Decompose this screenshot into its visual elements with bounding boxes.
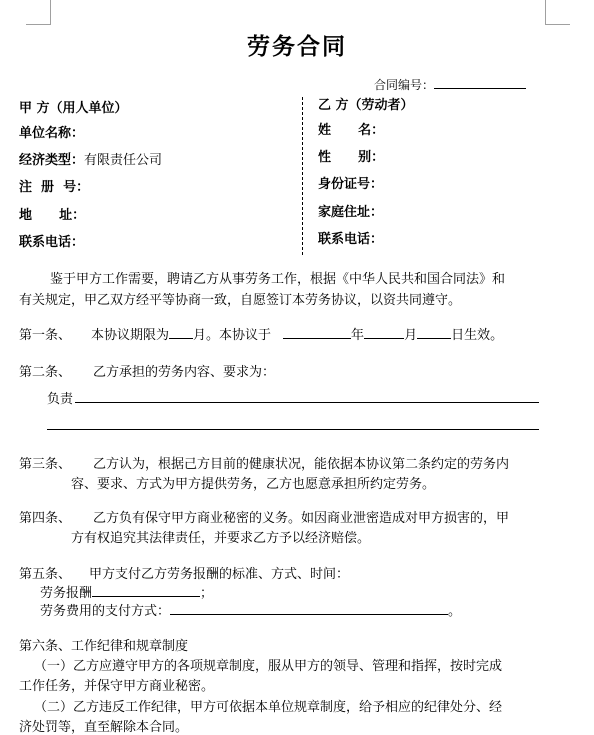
article-5 — [19, 563, 349, 582]
article-2-line-1[interactable] — [75, 402, 539, 403]
article-2-label: 第二条、 — [19, 365, 72, 380]
article-5-text: 甲方支付乙方劳务报酬的标准、方式、时间： — [89, 567, 350, 582]
party-divider — [302, 97, 303, 255]
article-6-p1-line-2: 工作任务，并保守甲方商业秘密。 — [19, 679, 215, 694]
article-3-line-2: 容、要求、方式为甲方提供劳务，乙方也愿意承担所约定劳务。 — [71, 477, 436, 492]
article-6-p2-line-1: （二）乙方违反工作纪律，甲方可依据本单位规章制度，给予相应的纪律处分、经 — [34, 700, 503, 715]
payment-method-field[interactable] — [170, 602, 448, 615]
crop-mark-top-left-v — [50, 0, 51, 24]
intro-line-1: 鉴于甲方工作需要，聘请乙方从事劳务工作，根据《中华人民共和国合同法》和 — [50, 272, 506, 287]
contract-number-label: 合同编号： — [374, 78, 435, 92]
article-1-text-3: 年 — [351, 328, 365, 343]
article-6-p2-line-2: 济处罚等，直至解除本合同。 — [19, 720, 189, 735]
party-b-phone-label: 联系电话： — [318, 232, 384, 247]
party-a-econ-type — [19, 149, 162, 168]
party-a-reg-no-label: 注 册 号： — [19, 180, 90, 195]
crop-mark-top-right-v — [545, 0, 546, 24]
article-5-label: 第五条、 — [19, 567, 72, 582]
article-2-field-label: 负责 — [47, 392, 74, 407]
party-b-home-label: 家庭住址： — [318, 205, 384, 220]
contract-number-row — [374, 76, 526, 93]
party-a-unit-name-label: 单位名称： — [19, 126, 85, 141]
fee-field[interactable] — [92, 584, 200, 597]
fee-end: ； — [200, 586, 214, 601]
fee-row — [40, 582, 213, 601]
article-4-line-2: 方有权追究其法律责任，并要求乙方予以经济赔偿。 — [71, 531, 371, 546]
crop-mark-top-left-h — [26, 24, 51, 25]
article-1-text-4: 月 — [404, 328, 418, 343]
payment-method-end: 。 — [448, 604, 462, 619]
article-3-line-1 — [19, 453, 509, 472]
article-3-text-1: 乙方认为，根据己方目前的健康状况，能依据本协议第二条约定的劳务内 — [93, 457, 510, 472]
article-1 — [19, 324, 503, 343]
article-6-heading: 第六条、工作纪律和规章制度 — [19, 639, 189, 654]
article-1-text-1: 本协议期限为 — [91, 328, 170, 343]
term-months-field[interactable] — [169, 326, 193, 339]
start-day-field[interactable] — [417, 326, 451, 339]
intro-line-2: 有关规定，甲乙双方经平等协商一致，自愿签订本劳务协议，以资共同遵守。 — [19, 293, 462, 308]
fee-label: 劳务报酬 — [40, 586, 93, 601]
party-a-phone-label: 联系电话： — [19, 235, 85, 250]
article-1-label: 第一条、 — [19, 328, 72, 343]
start-year-field[interactable] — [283, 326, 351, 339]
contract-number-field[interactable] — [434, 76, 526, 89]
article-6-p1-line-1: （一）乙方应遵守甲方的各项规章制度，服从甲方的领导、管理和指挥，按时完成 — [34, 659, 503, 674]
party-b-heading: 乙 方（劳动者） — [318, 98, 414, 113]
party-a-address-label: 地 址： — [19, 208, 86, 223]
party-b-name-label: 姓 名： — [318, 123, 385, 138]
payment-method-label: 劳务费用的支付方式： — [40, 604, 171, 619]
article-1-text-2: 月。本协议于 — [193, 328, 272, 343]
party-b-id-label: 身份证号： — [318, 177, 384, 192]
article-4-label: 第四条、 — [19, 511, 72, 526]
party-a-econ-type-label: 经济类型： — [19, 153, 85, 168]
start-month-field[interactable] — [364, 326, 404, 339]
article-2 — [19, 361, 275, 380]
payment-method-row — [40, 600, 461, 619]
article-4-line-1 — [19, 507, 509, 526]
article-2-text: 乙方承担的劳务内容、要求为： — [93, 365, 276, 380]
party-b-gender-label: 性 别： — [318, 150, 385, 165]
article-4-text-1: 乙方负有保守甲方商业秘密的义务。如因商业泄密造成对甲方损害的，甲 — [93, 511, 510, 526]
article-3-label: 第三条、 — [19, 457, 72, 472]
article-2-line-2[interactable] — [47, 429, 539, 430]
document-title: 劳务合同 — [247, 34, 347, 60]
party-a-heading: 甲 方（用人单位） — [19, 101, 128, 116]
party-a-econ-type-value: 有限责任公司 — [84, 153, 163, 168]
crop-mark-top-right-h — [545, 24, 570, 25]
article-1-text-5: 日生效。 — [451, 328, 504, 343]
